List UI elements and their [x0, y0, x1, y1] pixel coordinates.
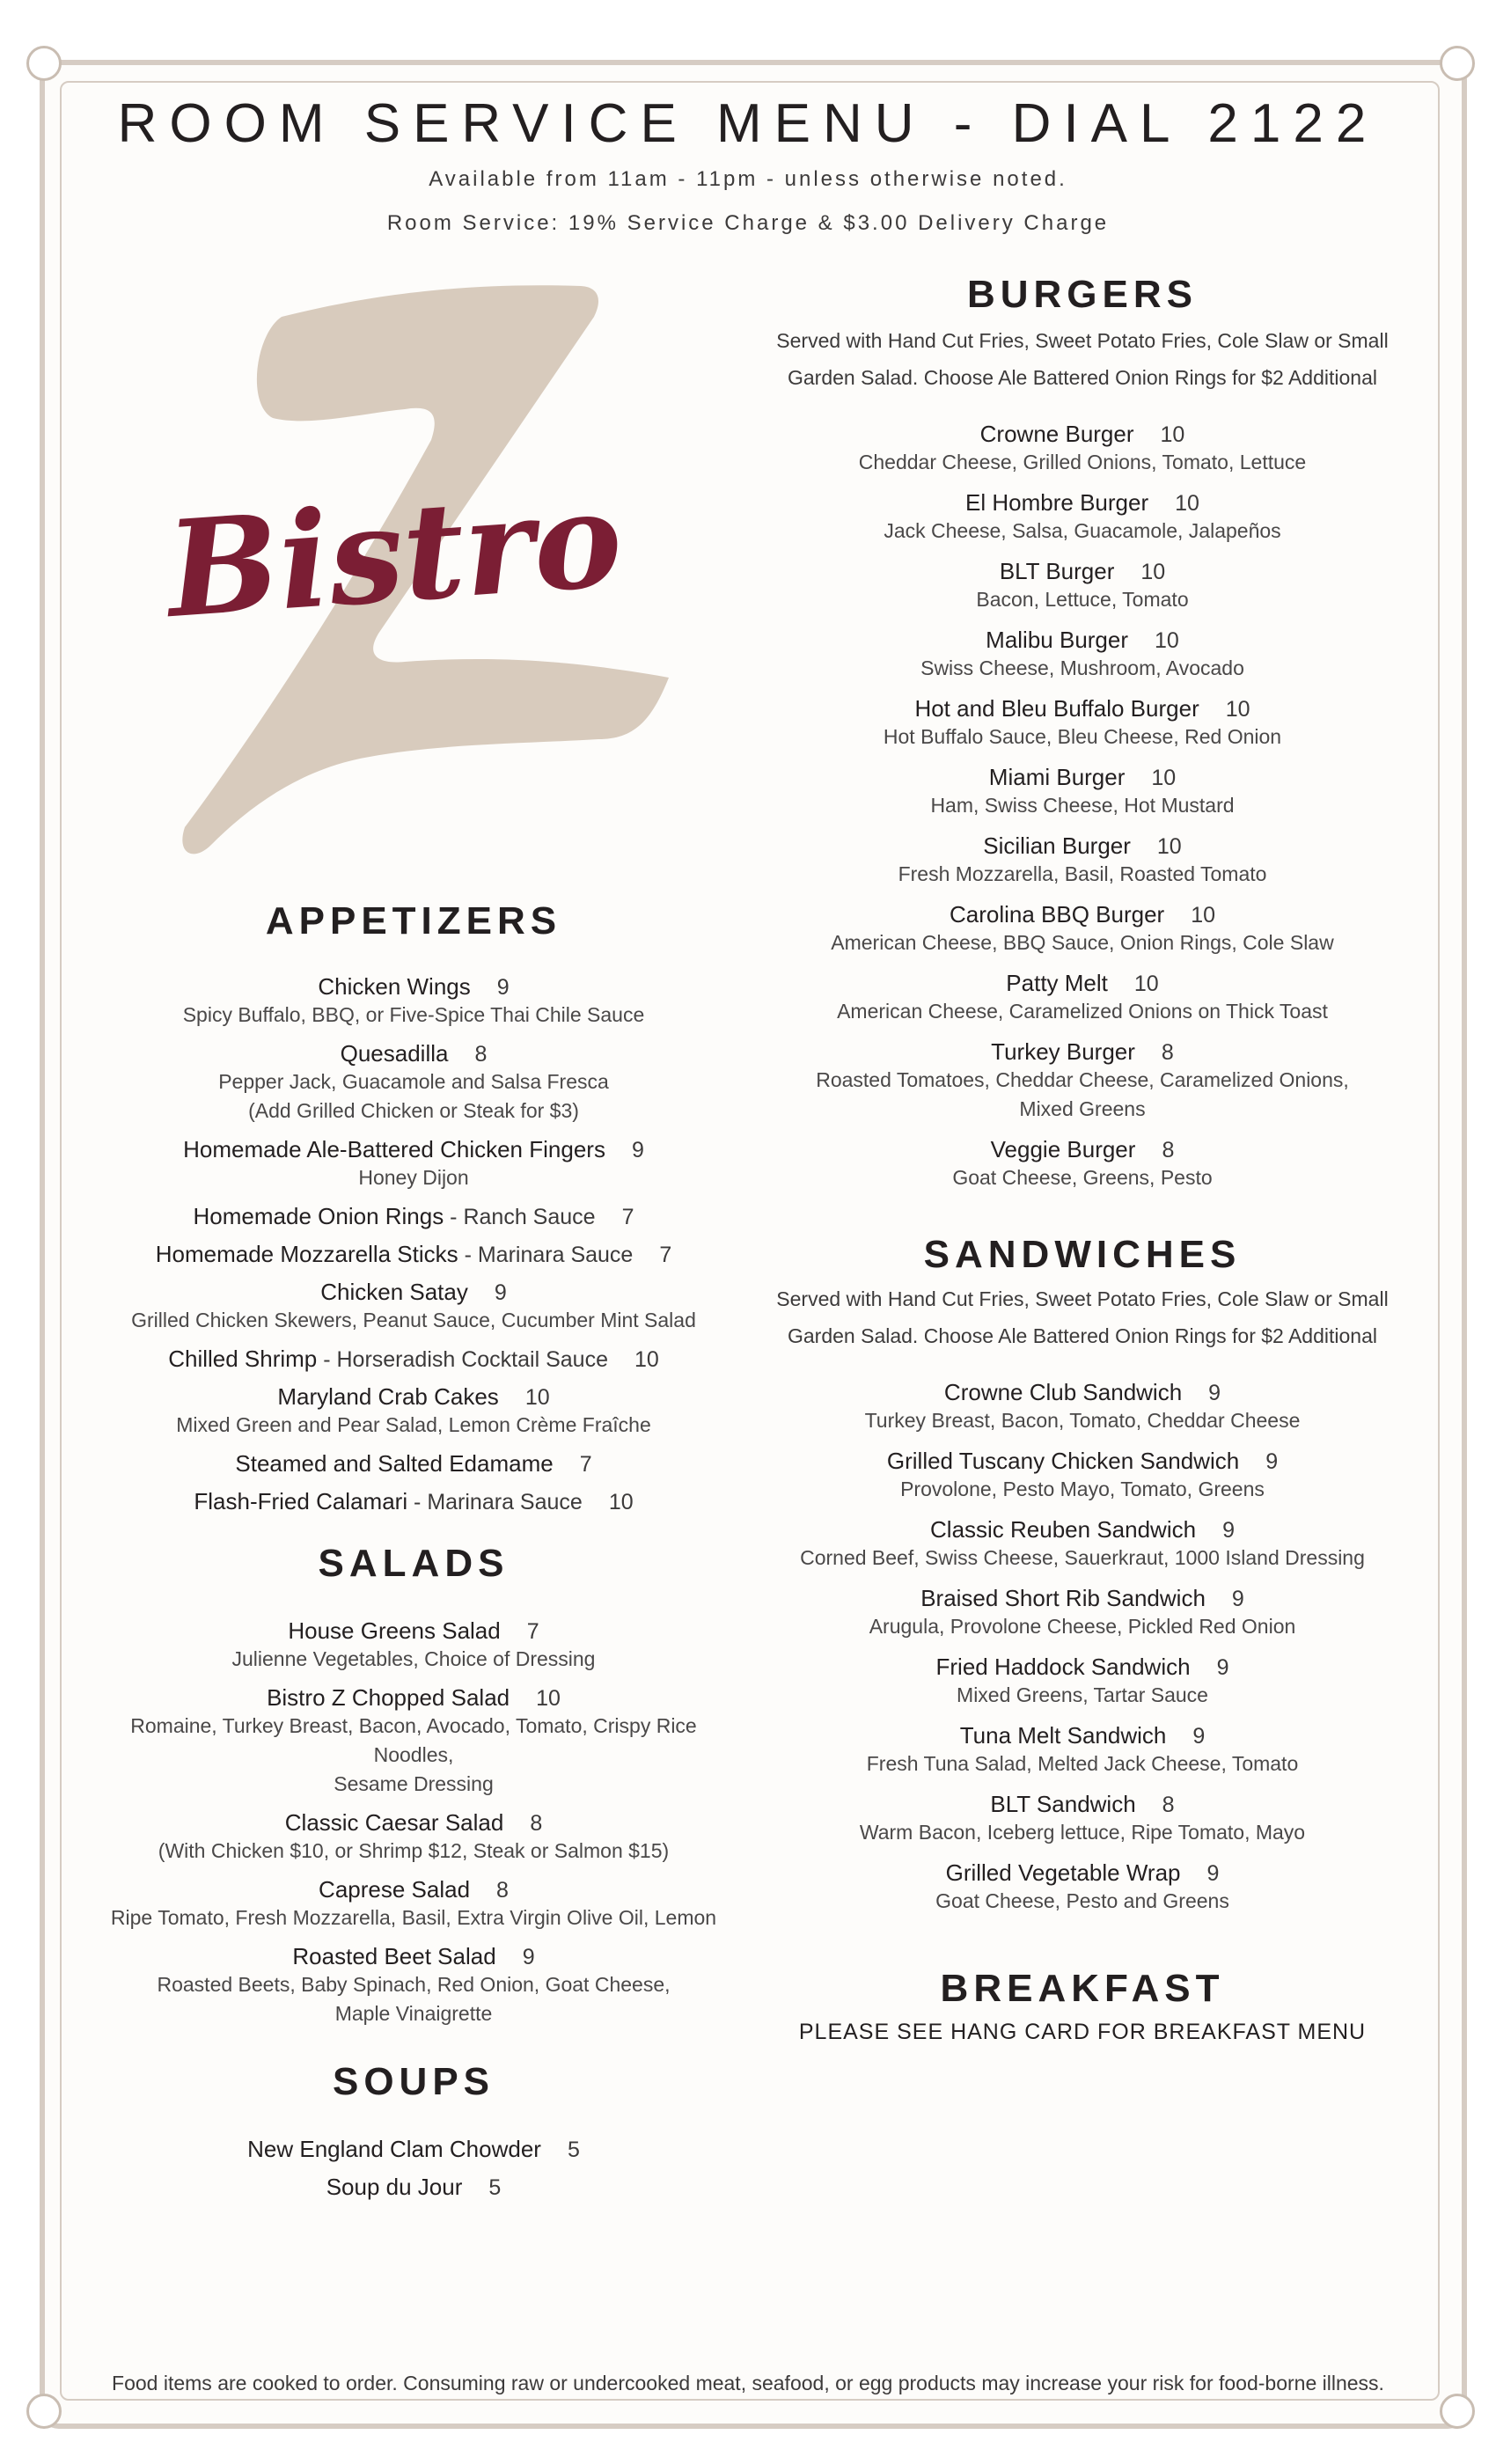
menu-item-name: Fried Haddock Sandwich: [935, 1654, 1191, 1680]
menu-item: [757, 1859, 1408, 1916]
corner-ornament: [1440, 2394, 1475, 2429]
menu-item-line: [757, 970, 1408, 997]
menu-item-line: [757, 1654, 1408, 1681]
menu-item-line: [88, 1383, 739, 1411]
menu-item: [88, 1876, 739, 1932]
menu-item-line: [88, 1876, 739, 1903]
menu-item-name: Classic Caesar Salad: [284, 1809, 504, 1836]
menu-item-description: Provolone, Pesto Mayo, Tomato, Greens: [900, 1478, 1265, 1500]
corner-ornament: [1440, 46, 1475, 81]
menu-item: [757, 1038, 1408, 1124]
menu-item-price: 9: [1231, 1587, 1244, 1611]
menu-item-price: 9: [494, 1280, 507, 1305]
menu-item-price: 10: [1225, 697, 1250, 722]
menu-item-description: Cheddar Cheese, Grilled Onions, Tomato, Lettuce: [858, 451, 1307, 473]
menu-item-line: [757, 627, 1408, 654]
menu-item-line: [757, 1722, 1408, 1749]
menu-item-description: (Add Grilled Chicken or Steak for $3): [248, 1099, 579, 1122]
menu-item-line: [757, 1859, 1408, 1887]
menu-item: [88, 1488, 739, 1515]
service-charge-note: Room Service: 19% Service Charge & $3.00 Delivery Charge: [386, 211, 1110, 235]
menu-item-description: Hot Buffalo Sauce, Bleu Cheese, Red Onion: [883, 725, 1282, 748]
menu-item-name: Sicilian Burger: [983, 832, 1131, 859]
menu-item-sauce: - Ranch Sauce: [444, 1205, 596, 1229]
menu-item-line: [88, 973, 739, 1001]
menu-item-price: 8: [1162, 1138, 1175, 1162]
menu-item-name: Homemade Mozzarella Sticks: [155, 1241, 458, 1267]
menu-item-price: 10: [1155, 628, 1179, 653]
menu-item: [757, 627, 1408, 683]
menu-item: [88, 1943, 739, 2028]
menu-item-price: 7: [621, 1205, 634, 1229]
menu-item-line: [88, 2136, 739, 2163]
menu-item-description: Turkey Breast, Bacon, Tomato, Cheddar Cheese: [864, 1409, 1301, 1432]
menu-item-price: 10: [1191, 903, 1216, 928]
menu-item-description: Mixed Greens, Tartar Sauce: [957, 1683, 1208, 1706]
salads-heading: SALADS: [318, 1542, 510, 1585]
menu-item: [757, 421, 1408, 477]
menu-item-sauce: - Horseradish Cocktail Sauce: [317, 1347, 608, 1372]
menu-item-name: Chilled Shrimp: [168, 1346, 318, 1372]
menu-item-line: [757, 1791, 1408, 1818]
menu-item-line: [88, 1488, 739, 1515]
menu-item-description: Mixed Greens: [1019, 1097, 1146, 1120]
menu-item-name: Hot and Bleu Buffalo Burger: [914, 695, 1199, 722]
appetizers-heading: APPETIZERS: [265, 899, 562, 942]
menu-item: [88, 1617, 739, 1674]
soups-heading: SOUPS: [332, 2060, 495, 2103]
menu-item-price: 5: [488, 2175, 502, 2200]
menu-item-name: Quesadilla: [340, 1040, 449, 1067]
menu-item-description: Grilled Chicken Skewers, Peanut Sauce, Cucumber Mint Salad: [131, 1309, 696, 1331]
menu-item-price: 9: [1265, 1449, 1279, 1474]
menu-item-line: [88, 1241, 739, 1268]
menu-item-description: Warm Bacon, Iceberg lettuce, Ripe Tomato, Mayo: [859, 1821, 1306, 1844]
menu-item-sauce: - Marinara Sauce: [458, 1243, 634, 1267]
menu-item-name: Veggie Burger: [990, 1136, 1136, 1162]
availability-note: Available from 11am - 11pm - unless otherwise noted.: [429, 167, 1067, 191]
menu-item-line: [88, 1684, 739, 1712]
menu-item-name: Crowne Club Sandwich: [943, 1379, 1183, 1405]
menu-item-price: 7: [579, 1452, 592, 1477]
bistro-z-logo: [158, 264, 704, 880]
menu-item-name: Chicken Satay: [320, 1279, 468, 1305]
menu-item: [88, 2174, 739, 2201]
menu-item-price: 9: [1216, 1655, 1229, 1680]
menu-item-line: [88, 1617, 739, 1645]
burgers-heading: BURGERS: [966, 273, 1199, 316]
menu-item-price: 8: [1162, 1793, 1175, 1817]
corner-ornament: [26, 46, 62, 81]
menu-item-price: 10: [608, 1490, 634, 1514]
menu-item: [88, 1040, 739, 1126]
menu-item-name: Steamed and Salted Edamame: [235, 1450, 554, 1477]
menu-item-line: [757, 901, 1408, 928]
menu-item-description: American Cheese, BBQ Sauce, Onion Rings, Cole Slaw: [831, 931, 1334, 954]
soups-list: [88, 2136, 739, 2201]
menu-item: [88, 973, 739, 1030]
appetizers-list: [88, 973, 739, 1515]
menu-item-price: 9: [1192, 1724, 1206, 1749]
menu-item: [88, 1279, 739, 1335]
menu-item-price: 9: [1206, 1861, 1220, 1886]
menu-item-description: Goat Cheese, Pesto and Greens: [935, 1889, 1229, 1912]
menu-item-name: Chicken Wings: [318, 973, 471, 1000]
menu-item-description: Roasted Beets, Baby Spinach, Red Onion, Goat Cheese,: [157, 1973, 671, 1996]
menu-item-line: [88, 1450, 739, 1478]
menu-item-name: Classic Reuben Sandwich: [930, 1516, 1197, 1543]
salads-list: [88, 1617, 739, 2028]
food-safety-disclaimer: Food items are cooked to order. Consuming raw or undercooked meat, seafood, or egg products may increase your risk for food-borne illness.: [112, 2372, 1384, 2394]
menu-item-name: Maryland Crab Cakes: [277, 1383, 499, 1410]
menu-item-name: Carolina BBQ Burger: [949, 901, 1165, 928]
menu-item-name: Soup du Jour: [326, 2174, 463, 2200]
menu-item-description: Fresh Tuna Salad, Melted Jack Cheese, Tomato: [866, 1752, 1299, 1775]
menu-item-description: Pepper Jack, Guacamole and Salsa Fresca: [218, 1070, 609, 1093]
menu-item-description: Ripe Tomato, Fresh Mozzarella, Basil, Extra Virgin Olive Oil, Lemon: [110, 1906, 717, 1929]
menu-title: ROOM SERVICE MENU - DIAL 2122: [117, 93, 1379, 154]
menu-item-line: [757, 558, 1408, 585]
menu-item-name: New England Clam Chowder: [247, 2136, 541, 2162]
menu-item-price: 9: [522, 1945, 535, 1969]
menu-item: [88, 1383, 739, 1440]
left-column: [88, 899, 739, 2211]
menu-item-price: 5: [567, 2138, 580, 2162]
logo-bistro-text: Bistro: [162, 461, 627, 649]
menu-item-name: El Hombre Burger: [965, 489, 1149, 516]
menu-item-price: 9: [496, 975, 510, 1000]
menu-item-price: 10: [634, 1347, 659, 1372]
menu-item-name: Turkey Burger: [991, 1038, 1135, 1065]
menu-item-name: BLT Sandwich: [990, 1791, 1136, 1817]
menu-item-line: [757, 1379, 1408, 1406]
menu-item-price: 9: [1208, 1381, 1221, 1405]
menu-item-description: (With Chicken $10, or Shrimp $12, Steak or Salmon $15): [158, 1839, 670, 1862]
menu-item-name: Crowne Burger: [979, 421, 1134, 447]
menu-item: [757, 489, 1408, 546]
menu-item-description: Corned Beef, Swiss Cheese, Sauerkraut, 1000 Island Dressing: [800, 1546, 1365, 1569]
menu-item: [88, 1241, 739, 1268]
menu-item: [757, 970, 1408, 1026]
menu-item-line: [757, 695, 1408, 722]
menu-item-description: Fresh Mozzarella, Basil, Roasted Tomato: [898, 862, 1267, 885]
menu-item-name: Grilled Vegetable Wrap: [945, 1859, 1181, 1886]
menu-item-name: Braised Short Rib Sandwich: [920, 1585, 1206, 1611]
menu-item-description: Swiss Cheese, Mushroom, Avocado: [920, 656, 1244, 679]
menu-item-price: 10: [536, 1686, 561, 1711]
menu-item-sauce: - Marinara Sauce: [407, 1490, 583, 1514]
menu-item-line: [88, 1203, 739, 1230]
menu-item-price: 7: [526, 1619, 539, 1644]
menu-item-description: Spicy Buffalo, BBQ, or Five-Spice Thai Chile Sauce: [182, 1003, 645, 1026]
menu-item: [757, 764, 1408, 820]
burgers-list: [757, 421, 1408, 1192]
menu-item-line: [757, 764, 1408, 791]
menu-item-line: [88, 1279, 739, 1306]
menu-item-line: [88, 1346, 739, 1373]
breakfast-note: PLEASE SEE HANG CARD FOR BREAKFAST MENU: [798, 2020, 1367, 2044]
menu-item-name: Homemade Ale-Battered Chicken Fingers: [183, 1136, 605, 1162]
menu-item-price: 10: [1133, 972, 1159, 996]
menu-item-description: Arugula, Provolone Cheese, Pickled Red Onion: [869, 1615, 1296, 1638]
menu-item-line: [757, 832, 1408, 860]
menu-item-description: Mixed Green and Pear Salad, Lemon Crème Fraîche: [176, 1413, 651, 1436]
menu-item: [88, 1203, 739, 1230]
menu-item-description: Roasted Tomatoes, Cheddar Cheese, Caramelized Onions,: [816, 1068, 1349, 1091]
menu-item-name: Miami Burger: [988, 764, 1126, 790]
menu-item: [88, 1809, 739, 1866]
menu-item-price: 10: [524, 1385, 550, 1410]
menu-item: [757, 1448, 1408, 1504]
menu-item-description: Julienne Vegetables, Choice of Dressing: [231, 1647, 596, 1670]
menu-item-description: American Cheese, Caramelized Onions on Thick Toast: [837, 1000, 1328, 1023]
menu-item-name: Flash-Fried Calamari: [194, 1488, 408, 1514]
menu-item-description: Maple Vinaigrette: [334, 2002, 493, 2025]
menu-item: [757, 1791, 1408, 1847]
menu-item: [88, 1684, 739, 1799]
menu-item: [757, 695, 1408, 752]
menu-item-price: 10: [1160, 422, 1185, 447]
menu-item-line: [757, 1038, 1408, 1066]
menu-item-name: BLT Burger: [999, 558, 1115, 584]
menu-item-price: 8: [496, 1878, 509, 1903]
menu-item-line: [88, 1040, 739, 1067]
menu-item: [757, 558, 1408, 614]
menu-item: [88, 1450, 739, 1478]
menu-item-line: [757, 421, 1408, 448]
menu-item-name: Caprese Salad: [319, 1876, 471, 1903]
menu-item: [757, 1722, 1408, 1778]
menu-item: [757, 1136, 1408, 1192]
sandwiches-heading: SANDWICHES: [923, 1233, 1242, 1276]
menu-item-price: 10: [1140, 560, 1166, 584]
corner-ornament: [26, 2394, 62, 2429]
burgers-intro: Served with Hand Cut Fries, Sweet Potato Fries, Cole Slaw or Small Garden Salad. Choose Ale Battered Onion Rings for $2 Additional: [776, 329, 1389, 389]
menu-item-description: Sesame Dressing: [334, 1772, 494, 1795]
menu-item-name: Homemade Onion Rings: [193, 1203, 444, 1229]
menu-item: [757, 832, 1408, 889]
menu-item-description: Honey Dijon: [358, 1166, 469, 1189]
menu-item: [757, 1379, 1408, 1435]
menu-item-description: Goat Cheese, Greens, Pesto: [952, 1166, 1213, 1189]
menu-item-description: Bacon, Lettuce, Tomato: [976, 588, 1189, 611]
menu-item: [88, 1346, 739, 1373]
menu-item-line: [757, 1516, 1408, 1544]
menu-item-price: 10: [1175, 491, 1199, 516]
menu-item: [757, 1516, 1408, 1573]
menu-item-name: Grilled Tuscany Chicken Sandwich: [886, 1448, 1240, 1474]
menu-item-line: [88, 1943, 739, 1970]
menu-item-name: Bistro Z Chopped Salad: [267, 1684, 510, 1711]
menu-item-line: [88, 2174, 739, 2201]
menu-item-price: 8: [1161, 1040, 1174, 1065]
menu-item: [88, 2136, 739, 2163]
menu-item-price: 9: [1222, 1518, 1235, 1543]
menu-item: [757, 1585, 1408, 1641]
menu-item-name: Malibu Burger: [986, 627, 1129, 653]
menu-item-line: [757, 1585, 1408, 1612]
right-column: [757, 273, 1408, 2045]
menu-item-name: House Greens Salad: [288, 1617, 501, 1644]
menu-item-price: 7: [659, 1243, 672, 1267]
breakfast-heading: BREAKFAST: [940, 1967, 1225, 2010]
menu-item-price: 9: [631, 1138, 644, 1162]
menu-item-description: Ham, Swiss Cheese, Hot Mustard: [930, 794, 1235, 817]
menu-item-price: 10: [1156, 834, 1182, 859]
menu-item-description: Romaine, Turkey Breast, Bacon, Avocado, Tomato, Crispy Rice Noodles,: [130, 1714, 697, 1766]
sandwiches-list: [757, 1379, 1408, 1916]
menu-item: [757, 1654, 1408, 1710]
menu-item-price: 8: [474, 1042, 488, 1067]
menu-item: [88, 1136, 739, 1192]
menu-item-price: 8: [530, 1811, 543, 1836]
menu-item-line: [757, 1448, 1408, 1475]
menu-item-line: [757, 489, 1408, 517]
menu-item-name: Patty Melt: [1006, 970, 1108, 996]
menu-item-line: [757, 1136, 1408, 1163]
menu-item-price: 10: [1151, 766, 1177, 790]
menu-item-description: Jack Cheese, Salsa, Guacamole, Jalapeños: [884, 519, 1281, 542]
menu-item-name: Tuna Melt Sandwich: [959, 1722, 1167, 1749]
menu-item-line: [88, 1136, 739, 1163]
menu-item-name: Roasted Beet Salad: [292, 1943, 496, 1969]
menu-item: [757, 901, 1408, 957]
menu-item-line: [88, 1809, 739, 1837]
sandwiches-intro: Served with Hand Cut Fries, Sweet Potato Fries, Cole Slaw or Small Garden Salad. Choose Ale Battered Onion Rings for $2 Additional: [776, 1287, 1389, 1347]
